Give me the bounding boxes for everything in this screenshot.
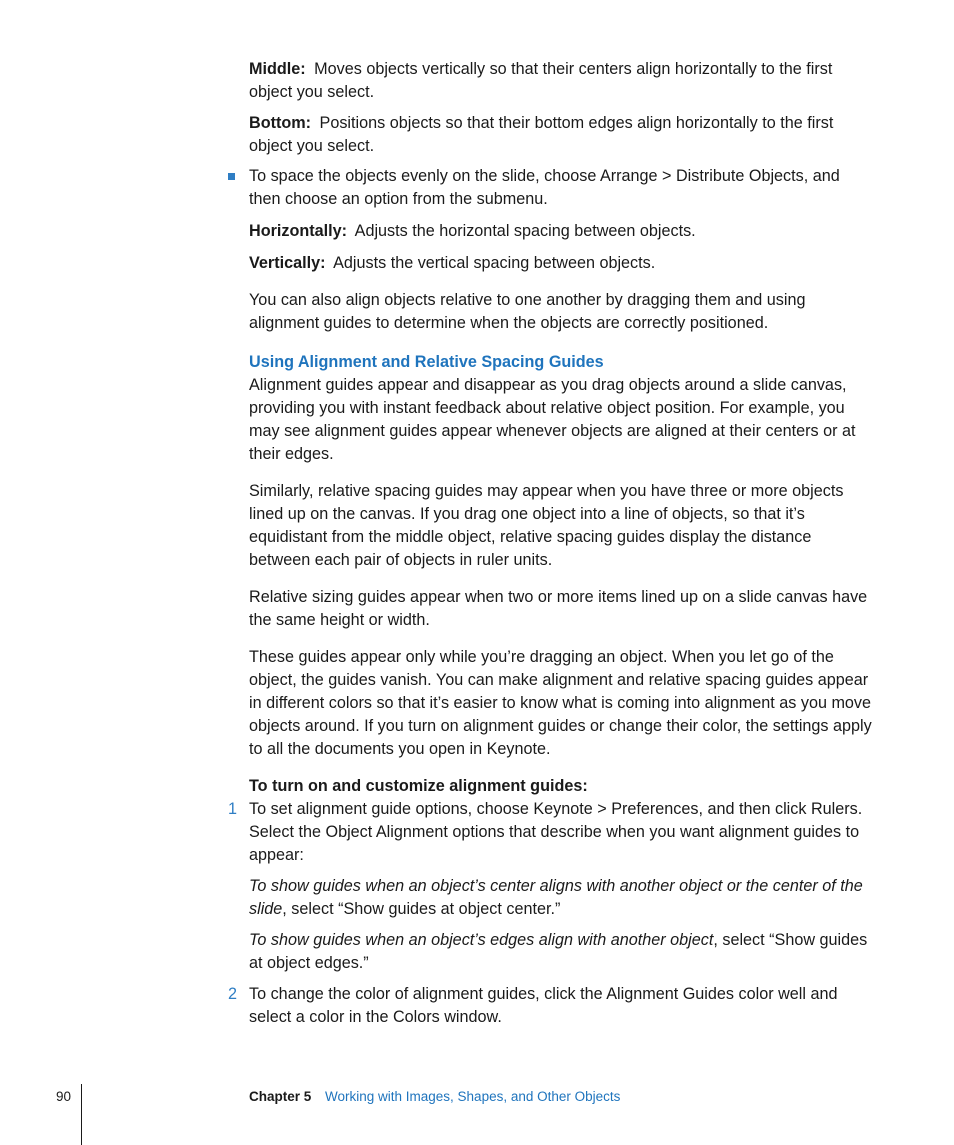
note-instruction: , select “Show guides at object center.” [282, 900, 561, 918]
step-text: To change the color of alignment guides, click the Alignment Guides color well and select a color in the Colors window. [249, 985, 838, 1026]
step-text: To set alignment guide options, choose Keynote > Preferences, and then click Rulers. Select the Object Alignment options that describe when you want alignment guides to appear: [249, 800, 863, 864]
step-2 [228, 983, 874, 1029]
step-note-edges [249, 929, 874, 975]
note-condition: To show guides when an object’s center aligns with another object or the center of the slide [249, 877, 863, 918]
definition-text: Moves objects vertically so that their centers align horizontally to the first object you select. [249, 60, 833, 101]
footer-divider [81, 1084, 82, 1145]
section-heading: Using Alignment and Relative Spacing Guides [249, 353, 604, 371]
definition-bottom [249, 112, 874, 158]
step-1 [228, 798, 874, 867]
section-paragraph: Similarly, relative spacing guides may appear when you have three or more objects lined up on the canvas. If you drag one object into a line of objects, so that it’s equidistant from the middle object, relative spacing guides display the distance between each pair of objects in ruler units. [249, 482, 844, 569]
bullet-text: To space the objects evenly on the slide, choose Arrange > Distribute Objects, and then choose an option from the submenu. [249, 167, 840, 208]
note-condition: To show guides when an object’s edges align with another object [249, 931, 714, 949]
step-number: 1 [228, 800, 238, 818]
section-paragraph: These guides appear only while you’re dragging an object. When you let go of the object, the guides vanish. You can make alignment and relative spacing guides appear in different colors so that it’s easier to know what is coming into alignment as you move objects around. If you turn on alignment guides or change their color, the settings apply to all the documents you open in Keynote. [249, 648, 872, 758]
chapter-title-link[interactable]: Working with Images, Shapes, and Other Objects [325, 1089, 621, 1104]
definition-text: Adjusts the vertical spacing between objects. [333, 254, 656, 272]
definition-term: Bottom: [249, 114, 312, 132]
step-note-center [249, 875, 874, 921]
definition-text: Positions objects so that their bottom edges align horizontally to the first object you select. [249, 114, 834, 155]
procedure-heading: To turn on and customize alignment guides: [249, 777, 588, 795]
definition-term: Horizontally: [249, 222, 348, 240]
definition-term: Vertically: [249, 254, 326, 272]
definition-term: Middle: [249, 60, 306, 78]
step-number: 2 [228, 985, 238, 1003]
definition-middle [249, 58, 874, 104]
page-footer [0, 1084, 954, 1145]
intro-paragraph: You can also align objects relative to one another by dragging them and using alignment guides to determine when the objects are correctly positioned. [249, 291, 806, 332]
page-body [228, 58, 874, 1037]
definition-vertically [249, 252, 874, 275]
definition-text: Adjusts the horizontal spacing between objects. [354, 222, 696, 240]
chapter-label: Chapter 5 [249, 1089, 312, 1104]
definition-horizontally [249, 220, 874, 243]
note-instruction: , select “Show guides at object edges.” [249, 931, 868, 972]
page-number: 90 [56, 1089, 72, 1104]
square-bullet-icon [228, 173, 235, 180]
section-paragraph: Alignment guides appear and disappear as you drag objects around a slide canvas, providing you with instant feedback about relative object position. For example, you may see alignment guides appear whenever objects are aligned at their centers or at their edges. [249, 376, 856, 463]
bullet-item-distribute [249, 165, 874, 211]
section-paragraph: Relative sizing guides appear when two or more items lined up on a slide canvas have the same height or width. [249, 588, 868, 629]
